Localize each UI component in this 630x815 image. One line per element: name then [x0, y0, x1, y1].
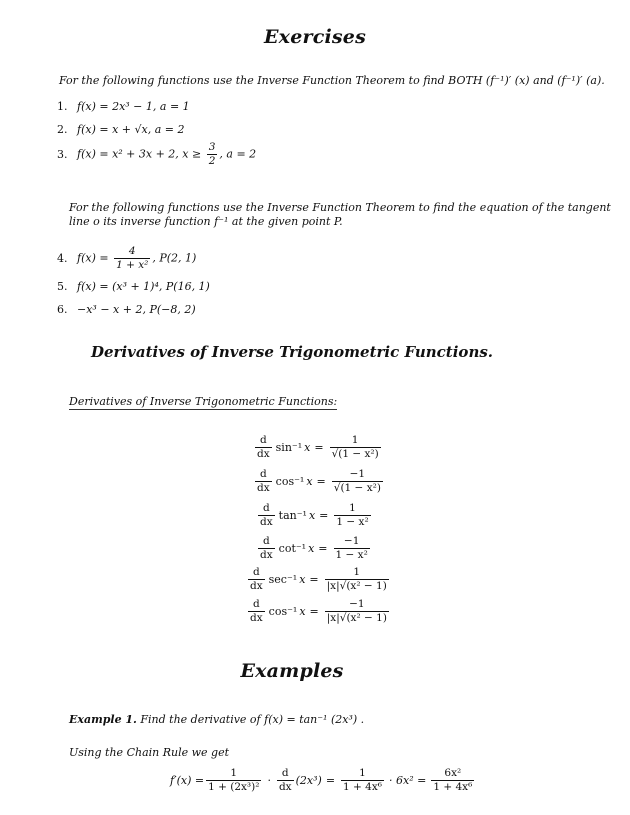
d-symbol: d	[248, 566, 265, 580]
intro-expr-2: (f⁻¹)′ (a).	[557, 74, 605, 87]
d-symbol: d	[277, 767, 294, 781]
variable: x	[308, 509, 316, 522]
derivative-formula	[253, 434, 383, 461]
inner-function: (2x³)	[295, 774, 322, 787]
variable: x	[306, 475, 313, 488]
examples-heading: Examples	[240, 660, 344, 682]
item-rest: , a = 2	[219, 147, 257, 161]
item-number: 6.	[57, 303, 68, 316]
fraction-denominator: 1 − x²	[336, 516, 369, 528]
derivative-formula	[256, 502, 373, 529]
fraction-denominator: √(1 − x²)	[333, 482, 381, 494]
fraction-denominator: 1 + (2x³)²	[208, 781, 260, 793]
item-expr: f(x) = (x³ + 1)⁴, P(16, 1)	[77, 280, 210, 293]
exercises-intro-2-line-2: line o its inverse function f⁻¹ at the given point P.	[69, 215, 343, 228]
fraction-denominator: 2	[208, 155, 216, 167]
fraction-denominator: 1 + x²	[116, 259, 149, 271]
function-name: sec⁻¹	[268, 573, 298, 586]
fraction-numerator: −1	[325, 598, 389, 612]
item-expr: f(x) = 2x³ − 1,	[77, 100, 157, 113]
equals-sign: =	[309, 573, 319, 586]
d-symbol: d	[255, 434, 272, 448]
dx-symbol: dx	[250, 612, 263, 624]
item-expr: f(x) = x + √x,	[77, 123, 152, 136]
function-name: cot⁻¹	[278, 542, 307, 555]
fraction	[341, 767, 384, 794]
chain-rule-equation	[170, 767, 476, 794]
fraction-numerator: 1	[334, 502, 370, 516]
derivative-formula	[246, 598, 391, 625]
d-symbol: d	[255, 468, 272, 482]
chain-rule-text: Using the Chain Rule we get	[69, 746, 230, 759]
equals-sign: =	[325, 774, 336, 787]
fraction-numerator: 3	[208, 141, 216, 153]
d-dx	[248, 598, 265, 625]
exercise-item	[57, 123, 184, 136]
equals-sign: =	[316, 475, 326, 488]
dx-symbol: dx	[257, 482, 270, 494]
exercises-intro-2-line-1: For the following functions use the Inverse Function Theorem to find the equation of the tangent	[69, 201, 611, 214]
function-name: sin⁻¹	[275, 441, 303, 454]
dot-operator: ·	[267, 774, 271, 787]
intro-and: and	[529, 74, 558, 87]
fraction	[325, 598, 389, 625]
item-number: 4.	[57, 251, 68, 265]
item-number: 2.	[57, 123, 68, 136]
variable: x	[299, 573, 306, 586]
derivative-formula	[256, 535, 372, 562]
fraction-numerator: 1	[330, 434, 381, 448]
item-rest: , P(2, 1)	[152, 251, 197, 265]
trig-subtitle: Derivatives of Inverse Trigonometric Functions:	[69, 395, 338, 408]
d-dx	[277, 767, 294, 794]
exercise-item	[57, 141, 256, 168]
fraction-numerator: 1	[325, 566, 389, 580]
dx-symbol: dx	[278, 781, 292, 793]
fraction-denominator: |x|√(x² − 1)	[326, 580, 387, 592]
d-dx	[255, 468, 272, 495]
example-label: Example 1.	[69, 713, 137, 726]
exercise-item	[57, 303, 196, 316]
exercises-heading: Exercises	[264, 26, 366, 48]
exercise-item	[57, 100, 190, 113]
example-text: Find the derivative of f(x) = tan⁻¹ (2x³) .	[140, 713, 365, 726]
dx-symbol: dx	[260, 549, 273, 561]
dx-symbol: dx	[250, 580, 263, 592]
fraction	[206, 767, 261, 794]
exercise-item	[57, 245, 196, 272]
dx-symbol: dx	[260, 516, 273, 528]
fraction-denominator: |x|√(x² − 1)	[326, 612, 387, 624]
fraction-numerator: 6x²	[431, 767, 474, 781]
function-name: cos⁻¹	[268, 605, 298, 618]
d-symbol: d	[258, 502, 275, 516]
dx-symbol: dx	[257, 448, 270, 460]
function-name: tan⁻¹	[278, 509, 307, 522]
fraction	[334, 535, 370, 562]
item-expr: −x³ − x + 2, P(−8, 2)	[77, 303, 196, 316]
d-dx	[258, 535, 275, 562]
fraction-numerator: −1	[334, 535, 370, 549]
equals-sign: =	[318, 542, 328, 555]
fraction	[325, 566, 389, 593]
fraction	[330, 434, 381, 461]
item-expr: f(x) = x² + 3x + 2, x ≥	[77, 147, 202, 161]
fraction	[334, 502, 370, 529]
function-name: cos⁻¹	[275, 475, 305, 488]
item-number: 3.	[57, 147, 68, 161]
variable: x	[308, 542, 315, 555]
equals-sign: =	[309, 605, 319, 618]
equals-sign: =	[314, 441, 324, 454]
fraction	[207, 141, 218, 168]
fraction	[431, 767, 474, 794]
d-dx	[255, 434, 272, 461]
item-rest: a = 2	[151, 123, 185, 136]
intro-text: For the following functions use the Inverse Function Theorem to find BOTH	[59, 74, 483, 87]
d-dx	[248, 566, 265, 593]
exercises-intro	[59, 74, 605, 87]
fraction-denominator: 1 − x²	[335, 549, 368, 561]
variable: x	[304, 441, 311, 454]
example-1	[69, 713, 364, 726]
derivative-formula	[246, 566, 391, 593]
d-dx	[258, 502, 275, 529]
equals-sign: =	[319, 509, 329, 522]
fraction-numerator: 1	[206, 767, 261, 781]
derivative-formula	[253, 468, 385, 495]
fraction	[332, 468, 383, 495]
multiplier: · 6x² =	[389, 774, 427, 787]
intro-expr-1: (f⁻¹)′ (x)	[485, 74, 530, 87]
variable: x	[299, 605, 306, 618]
item-expr: f(x) =	[77, 251, 109, 265]
fraction-denominator: 1 + 4x⁶	[433, 781, 473, 793]
item-rest: a = 1	[156, 100, 190, 113]
trig-heading: Derivatives of Inverse Trigonometric Functions.	[90, 343, 494, 361]
fraction-denominator: 1 + 4x⁶	[343, 781, 382, 793]
fraction-denominator: √(1 − x²)	[331, 448, 379, 460]
exercise-item	[57, 280, 210, 293]
item-number: 1.	[57, 100, 68, 113]
d-symbol: d	[248, 598, 265, 612]
item-number: 5.	[57, 280, 68, 293]
fraction-numerator: −1	[332, 468, 383, 482]
fraction	[114, 245, 150, 272]
fraction-numerator: 4	[114, 245, 150, 259]
fraction-numerator: 1	[341, 767, 384, 781]
equation-lhs: f′(x) =	[170, 774, 205, 787]
d-symbol: d	[258, 535, 275, 549]
